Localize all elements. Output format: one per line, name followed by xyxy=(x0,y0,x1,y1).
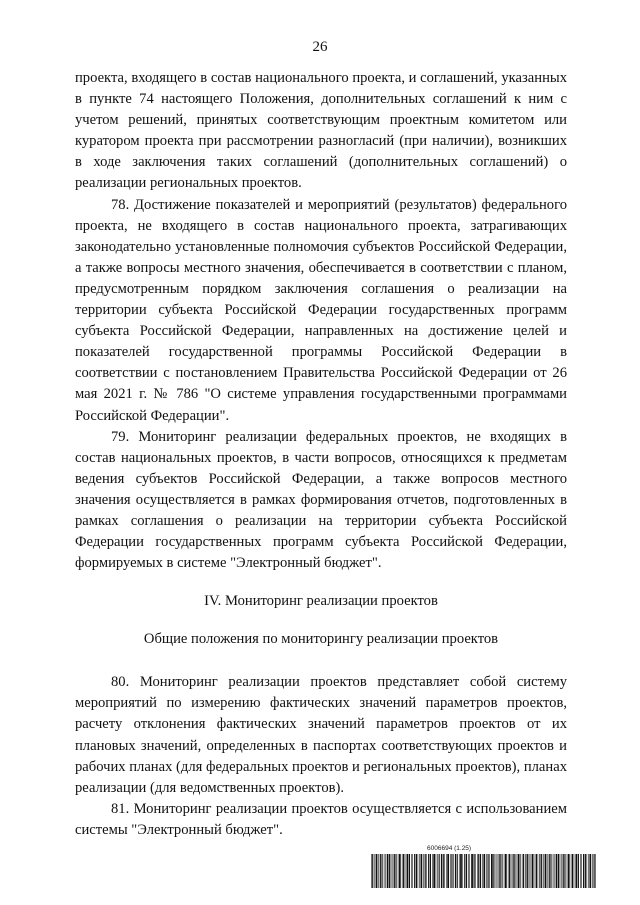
barcode-bar xyxy=(459,854,460,888)
section-heading: IV. Мониторинг реализации проектов xyxy=(204,593,438,610)
barcode-bar xyxy=(581,854,582,888)
barcode-bar xyxy=(532,854,534,888)
barcode-bar xyxy=(538,854,539,888)
barcode-bar xyxy=(493,854,494,888)
barcode-bar xyxy=(585,854,586,888)
barcode-bar xyxy=(453,854,454,888)
barcode-bar xyxy=(535,854,536,888)
barcode-bar xyxy=(421,854,423,888)
barcode-bar xyxy=(502,854,503,888)
barcode-bar xyxy=(428,854,429,888)
barcode-bar xyxy=(450,854,451,888)
barcode-bar xyxy=(514,854,515,888)
barcode-bar xyxy=(475,854,476,888)
barcode-bar xyxy=(525,854,526,888)
barcode-bar xyxy=(391,854,392,888)
barcode-bar xyxy=(571,854,572,888)
barcode-bar xyxy=(462,854,463,888)
barcode-bar xyxy=(432,854,433,888)
barcode-bar xyxy=(556,854,558,888)
barcode-bar xyxy=(580,854,581,888)
document-body xyxy=(75,68,567,841)
barcode-bar xyxy=(464,854,465,888)
barcode-bar xyxy=(500,854,501,888)
barcode-bar xyxy=(387,854,389,888)
barcode-bar xyxy=(403,854,404,888)
barcode-bar xyxy=(529,854,530,888)
barcode-bar xyxy=(447,854,449,888)
barcode-bar xyxy=(553,854,554,888)
barcode-bar xyxy=(486,854,487,888)
barcode-bar xyxy=(496,854,497,888)
barcode-bar xyxy=(468,854,469,888)
barcode-bar xyxy=(426,854,427,888)
barcode-bar xyxy=(541,854,542,888)
barcode-bar xyxy=(441,854,442,888)
barcode-bar xyxy=(389,854,390,888)
barcode-bar xyxy=(455,854,456,888)
barcode-bar xyxy=(527,854,528,888)
barcode-bar xyxy=(497,854,498,888)
barcode-bar xyxy=(378,854,379,888)
barcode-bar xyxy=(595,854,596,888)
barcode-bar xyxy=(371,854,372,888)
barcode-bar xyxy=(482,854,483,888)
barcode-bar xyxy=(518,854,520,888)
barcode-bar xyxy=(522,854,523,888)
paragraph-continuation: проекта, входящего в состав национального проекта, и соглашений, указанных в пункте 74 настоящего Положения, дополнительных соглашений к ним с учетом решений, принятых соответствующим проектным комитетом или куратором проекта при рассмотрении разногласий (при наличии), возникших в ходе заключения таких соглашений (дополнительных соглашений) о реализации региональных проектов. xyxy=(75,70,567,192)
barcode-bar xyxy=(561,854,562,888)
barcode-bar xyxy=(385,854,386,888)
barcode-code-text: 6006694 (1.25) xyxy=(427,845,472,852)
barcode-bar xyxy=(414,854,415,888)
barcode-bar xyxy=(380,854,381,888)
barcode-bar xyxy=(398,854,399,888)
barcode-bar xyxy=(564,854,565,888)
barcode-bar xyxy=(589,854,591,888)
barcode-bar xyxy=(419,854,420,888)
paragraph-78: 78. Достижение показателей и мероприятий (результатов) федерального проекта, не входящего в состав национального проекта, затрагивающих законодательно установленные полномочия субъектов Российской Федерации, а также вопросы местного значения, обеспечивается в соответствии с планом, предусмотренным порядком заключения соглашения о реализации на территории субъекта Российской Федерации государственных программ субъекта Российской Федерации, направленных на достижение целей и показателей государственной программы Российской Федерации в соответствии с постановлением Правительства Российской Федерации от 26 мая 2021 г. № 786 "О системе управления государственными программами Российской Федерации". xyxy=(75,196,567,424)
barcode-bar xyxy=(443,854,444,888)
barcode-bar xyxy=(439,854,440,888)
paragraph-79: 79. Мониторинг реализации федеральных проектов, не входящих в состав национальных проектов, в части вопросов, относящихся к предметам ведения субъектов Российской Федерации, а также вопросов местного значения осуществляется в рамках формирования отчетов, подготовленных в рамках соглашения о реализации на территории субъекта Российской Федерации государственных программ субъекта Российской Федерации, формируемых в системе "Электронный бюджет". xyxy=(75,428,567,572)
barcode-bar xyxy=(477,854,478,888)
barcode-bar xyxy=(395,854,396,888)
barcode-bar xyxy=(489,854,490,888)
barcode-bar xyxy=(402,854,403,888)
barcode-bar xyxy=(405,854,406,888)
barcode-bar xyxy=(409,854,410,888)
barcode-bar xyxy=(578,854,579,888)
barcode-bar xyxy=(480,854,481,888)
barcode-bar xyxy=(474,854,475,888)
barcode-bar xyxy=(487,854,488,888)
barcode-bar xyxy=(558,854,559,888)
barcode-bar xyxy=(446,854,447,888)
barcode-bar xyxy=(460,854,462,888)
barcode-bar xyxy=(436,854,437,888)
barcode-bar xyxy=(587,854,588,888)
barcode-bar xyxy=(517,854,518,888)
barcode-bar xyxy=(412,854,413,888)
barcode-bar xyxy=(416,854,417,888)
barcode-bar xyxy=(549,854,550,888)
barcode-bar xyxy=(594,854,595,888)
barcode-bar xyxy=(547,854,548,888)
barcode-bar xyxy=(399,854,401,888)
barcode-bar xyxy=(394,854,395,888)
barcode-bar xyxy=(499,854,500,888)
barcode-bar xyxy=(425,854,426,888)
barcode-bar xyxy=(560,854,561,888)
barcode-bar xyxy=(381,854,382,888)
subsection-heading: Общие положения по мониторингу реализации проектов xyxy=(143,631,499,648)
barcode-bar xyxy=(572,854,573,888)
paragraph-81: 81. Мониторинг реализации проектов осуществляется с использованием системы "Электронный бюджет". xyxy=(75,800,567,838)
barcode-bar xyxy=(536,854,537,888)
barcode-bar xyxy=(539,854,540,888)
barcode-bar xyxy=(550,854,551,888)
barcode-bar xyxy=(511,854,512,888)
barcode-bar xyxy=(509,854,510,888)
barcode-bar xyxy=(423,854,424,888)
barcode-bar xyxy=(478,854,479,888)
barcode-bar xyxy=(483,854,485,888)
barcode-bar xyxy=(374,854,375,888)
paragraph-80: 80. Мониторинг реализации проектов представляет собой систему мероприятий по измерению фактических значений параметров проектов, расчету отклонения фактических значений параметров проектов от их плановых значений, определенных в паспортах соответствующих проектов и рабочих планах (для федеральных проектов и региональных проектов), планах реализации (для ведомственных проектов). xyxy=(75,674,567,796)
barcode-bar xyxy=(504,854,505,888)
barcode-bar xyxy=(554,854,555,888)
barcode-bar xyxy=(407,854,409,888)
barcode-bar xyxy=(418,854,419,888)
barcode-bar xyxy=(592,854,593,888)
barcode-bar xyxy=(568,854,570,888)
barcode-bar xyxy=(523,854,524,888)
barcode-bar xyxy=(520,854,521,888)
barcode-image xyxy=(371,854,597,888)
barcode-bar xyxy=(513,854,514,888)
barcode-bar xyxy=(433,854,435,888)
barcode-bar xyxy=(430,854,431,888)
barcode-bar xyxy=(466,854,467,888)
barcode-bar xyxy=(531,854,532,888)
barcode-bar xyxy=(384,854,385,888)
barcode-bar xyxy=(588,854,589,888)
barcode-bar xyxy=(563,854,564,888)
page-number: 26 xyxy=(312,39,328,55)
barcode-bar xyxy=(437,854,438,888)
barcode-bar xyxy=(376,854,378,888)
barcode-bar xyxy=(411,854,412,888)
barcode-bar xyxy=(583,854,584,888)
barcode-bar xyxy=(543,854,544,888)
barcode-bar xyxy=(505,854,507,888)
barcode-bar xyxy=(444,854,445,888)
barcode-bar xyxy=(372,854,373,888)
barcode-bar xyxy=(457,854,458,888)
barcode-bar xyxy=(471,854,473,888)
barcode-bar xyxy=(491,854,493,888)
barcode-bar xyxy=(393,854,394,888)
barcode-bar xyxy=(575,854,577,888)
barcode-bar xyxy=(451,854,452,888)
document-barcode xyxy=(371,845,597,888)
barcode-bar xyxy=(508,854,509,888)
barcode-bar xyxy=(469,854,470,888)
barcode-bar xyxy=(574,854,575,888)
barcode-bar xyxy=(545,854,547,888)
barcode-bar xyxy=(567,854,568,888)
